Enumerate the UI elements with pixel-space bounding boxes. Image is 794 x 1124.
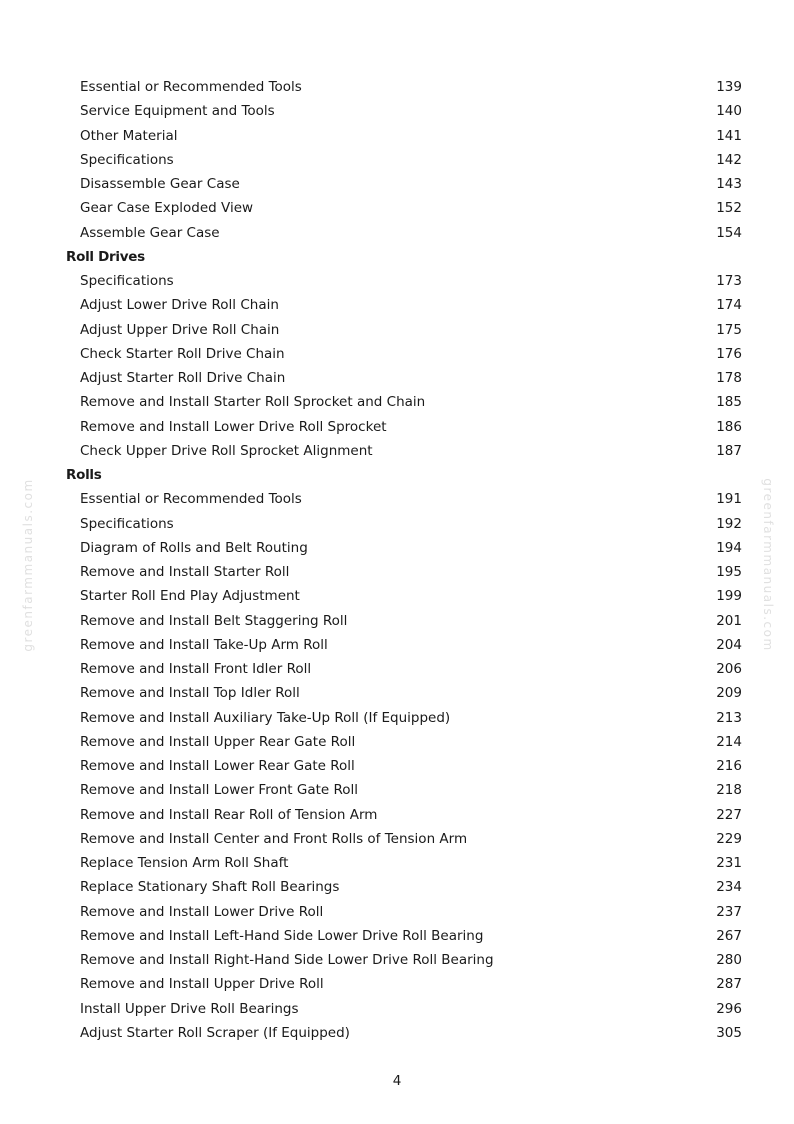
toc-entry-title: Essential or Recommended Tools [80,79,302,95]
toc-entry[interactable] [0,900,794,924]
toc-entry-title: Install Upper Drive Roll Bearings [80,1000,299,1017]
toc-entry-title: Remove and Install Upper Drive Roll [80,976,324,993]
toc-entry-title: Remove and Install Lower Drive Roll Sprocket [80,418,387,435]
toc-entry-title: Disassemble Gear Case [80,176,240,192]
toc-entry-page-number: 280 [716,952,742,968]
toc-entry-title: Service Equipment and Tools [80,103,275,120]
toc-entry[interactable] [0,730,794,754]
toc-entry-title: Adjust Starter Roll Scraper (If Equipped) [80,1024,350,1041]
toc-entry-title: Check Starter Roll Drive Chain [80,345,285,362]
toc-entry-title: Remove and Install Left-Hand Side Lower Drive Roll Bearing [80,927,484,944]
toc-entry-page-number: 194 [716,539,742,556]
toc-entry-page-number: 139 [716,79,742,95]
toc-entry-title: Remove and Install Rear Roll of Tension Arm [80,806,378,823]
toc-entry-title: Remove and Install Center and Front Rolls of Tension Arm [80,830,468,847]
toc-entry-title: Remove and Install Lower Front Gate Roll [80,782,359,799]
toc-section-heading [0,463,794,487]
toc-entry-page-number: 209 [716,685,742,702]
page-number: 4 [392,1073,402,1089]
toc-entry-page-number: 227 [716,806,742,823]
toc-entry-title: Remove and Install Auxiliary Take-Up Roll (If Equipped) [80,709,451,726]
toc-entry-page-number: 237 [716,903,742,920]
toc-entry-title: Other Material [80,127,178,144]
toc-entry[interactable] [0,75,794,99]
toc-entry[interactable] [0,875,794,899]
toc-entry-title: Remove and Install Lower Rear Gate Roll [80,758,355,774]
toc-entry-title: Starter Roll End Play Adjustment [80,588,300,605]
toc-entry[interactable] [0,148,794,172]
toc-entry-page-number: 287 [716,976,742,993]
toc-entry-page-number: 186 [716,418,742,435]
toc-entry-page-number: 206 [716,661,742,677]
toc-entry[interactable] [0,1021,794,1045]
toc-entry[interactable] [0,342,794,366]
toc-entry-title: Replace Tension Arm Roll Shaft [80,855,289,871]
toc-entry-page-number: 187 [716,442,742,459]
toc-entry-title: Adjust Starter Roll Drive Chain [80,370,286,386]
toc-entry-title: Specifications [80,151,174,168]
toc-entry-page-number: 201 [716,612,742,629]
toc-entry-title: Remove and Install Starter Roll [80,564,290,580]
toc-entry[interactable] [0,196,794,220]
toc-entry[interactable] [0,803,794,827]
toc-entry[interactable] [0,827,794,851]
toc-entry[interactable] [0,560,794,584]
toc-entry[interactable] [0,633,794,657]
toc-entry[interactable] [0,584,794,608]
toc-entry-title: Assemble Gear Case [80,224,220,241]
toc-entry-page-number: 305 [716,1024,742,1041]
toc-entry[interactable] [0,657,794,681]
toc-entry[interactable] [0,512,794,536]
toc-entry[interactable] [0,99,794,123]
toc-entry[interactable] [0,778,794,802]
toc-entry[interactable] [0,609,794,633]
toc-entry[interactable] [0,706,794,730]
toc-entry[interactable] [0,172,794,196]
toc-entry[interactable] [0,487,794,511]
toc-entry-page-number: 192 [716,515,742,532]
toc-entry-title: Remove and Install Right-Hand Side Lower Drive Roll Bearing [80,952,494,968]
toc-entry-title: Adjust Lower Drive Roll Chain [80,297,279,314]
toc-entry[interactable] [0,754,794,778]
toc-entry[interactable] [0,318,794,342]
toc-entry-page-number: 142 [716,151,742,168]
toc-entry-page-number: 173 [716,273,742,289]
toc-entry[interactable] [0,997,794,1021]
toc-entry-page-number: 231 [716,855,742,871]
toc-entry-page-number: 178 [716,370,742,386]
toc-entry-page-number: 216 [716,758,742,774]
toc-entry-page-number: 176 [716,345,742,362]
toc-entry-title: Remove and Install Starter Roll Sprocket and Chain [80,394,426,411]
toc-entry-page-number: 185 [716,394,742,411]
toc-entry-page-number: 199 [716,588,742,605]
toc-entry[interactable] [0,536,794,560]
toc-entry[interactable] [0,972,794,996]
toc-entry-title: Remove and Install Upper Rear Gate Roll [80,733,356,750]
toc-entry[interactable] [0,681,794,705]
table-of-contents [0,75,794,1045]
toc-entry-page-number: 213 [716,709,742,726]
toc-entry-title: Gear Case Exploded View [80,200,254,217]
toc-entry[interactable] [0,390,794,414]
toc-entry-page-number: 267 [716,927,742,944]
toc-entry-page-number: 152 [716,200,742,217]
toc-entry-page-number: 204 [716,636,742,653]
watermark-right: greenfarmmanuals.com [761,478,775,652]
toc-entry-page-number: 141 [716,127,742,144]
toc-entry-page-number: 175 [716,321,742,338]
section-heading-title: Rolls [66,467,102,483]
toc-section-heading [0,245,794,269]
toc-entry-title: Remove and Install Lower Drive Roll [80,903,324,920]
toc-entry-title: Specifications [80,273,174,289]
toc-entry[interactable] [0,415,794,439]
toc-entry-page-number: 214 [716,733,742,750]
toc-entry-title: Essential or Recommended Tools [80,491,302,508]
toc-entry-page-number: 143 [716,176,742,192]
toc-entry-page-number: 234 [716,879,742,896]
toc-entry[interactable] [0,293,794,317]
toc-entry[interactable] [0,124,794,148]
toc-entry-title: Remove and Install Front Idler Roll [80,661,312,677]
section-heading-title: Roll Drives [66,248,145,265]
toc-entry-title: Remove and Install Top Idler Roll [80,685,300,702]
toc-entry[interactable] [0,924,794,948]
toc-entry[interactable] [0,851,794,875]
toc-entry-title: Remove and Install Belt Staggering Roll [80,612,348,629]
toc-entry-page-number: 191 [716,491,742,508]
toc-entry-page-number: 195 [716,564,742,580]
toc-entry-page-number: 174 [716,297,742,314]
toc-entry-page-number: 296 [716,1000,742,1017]
toc-entry[interactable] [0,439,794,463]
toc-entry[interactable] [0,221,794,245]
toc-entry-page-number: 154 [716,224,742,241]
toc-entry[interactable] [0,269,794,293]
watermark-left: greenfarmmanuals.com [21,478,35,652]
toc-entry-title: Adjust Upper Drive Roll Chain [80,321,280,338]
toc-entry-page-number: 218 [716,782,742,799]
toc-entry[interactable] [0,948,794,972]
toc-entry-title: Diagram of Rolls and Belt Routing [80,539,308,556]
toc-entry-title: Check Upper Drive Roll Sprocket Alignment [80,442,373,459]
toc-entry-title: Replace Stationary Shaft Roll Bearings [80,879,340,896]
toc-entry-title: Specifications [80,515,174,532]
toc-entry-title: Remove and Install Take-Up Arm Roll [80,636,328,653]
toc-entry[interactable] [0,366,794,390]
toc-entry-page-number: 140 [716,103,742,120]
toc-entry-page-number: 229 [716,830,742,847]
